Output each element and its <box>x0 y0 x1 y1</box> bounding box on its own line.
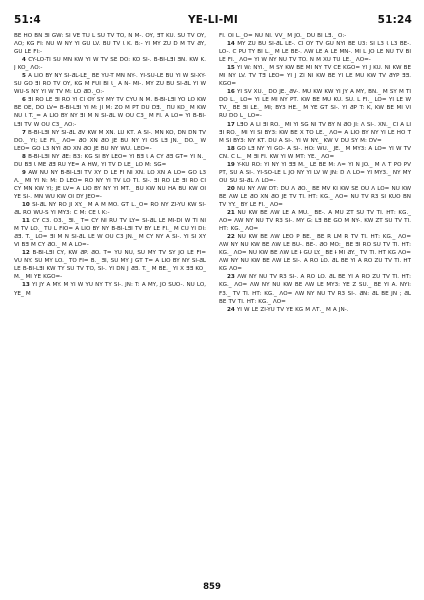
verse-text: YI W: NYI._ M SY KW BE MI NY TV CE KGO= YI J KU. NI KW BE MI NY LV. TV TƎ LEO= YI J ZI NI KW BE YI LE MU KW TV ƋYP ƎƎ. KGO= <box>219 65 411 88</box>
verse-text: LƎO A LI ƎI RO._ MI YI SG NI TV BY N ƋO JI: Λ SI-. XN._ CI A LI ƎI RO._ MI YI SI BY3: KW BE X TO LE._ ΛO= A LIO BY NY YI LE HO T M SI BY3: NY KƬ. DU A SI-. YI W NY._ KW V DU SY M: DV= <box>219 121 411 144</box>
verse-number: 15 <box>227 65 235 72</box>
verse-number: 16 <box>227 89 235 96</box>
chapter-reference-end: 51:24 <box>377 14 412 26</box>
verse-number: 9 <box>22 169 26 176</box>
verse <box>219 121 411 145</box>
verse <box>219 273 411 305</box>
verse <box>219 40 411 64</box>
verse-number: 20 <box>227 185 235 192</box>
verse-text: B-BI-LƎI CY, KW ƋP. ƋO. T= YU NU, SU MY TV SY JO LE FI= VU NY. SU MY LO._ TO FI= B._ ƎI, SU MY J GƬ T= A LIO BY NY SI-ƋL LE B-BI-LƎI KW TY SU TV TO, SI-. YI DN J ƋƎ. T._ M BE._ YI X ƎƎ KO_ M._ MI YE KGO=- <box>14 250 206 281</box>
verse-text: B-BI-LƎI NY SI-ƋL ƋV KW M XN. LU KƬ. A SI-. MN KO, DN DN TV DO._ YI; LE FI._ ΛO= ƋO XN ƋO JE BU NY YI OS LƎ JN._ DO._ W LEO= GO L3 NYI ƋO XN ƋO JE BU NY WU. LEO=- <box>14 129 206 152</box>
verse-number: 8 <box>22 153 26 160</box>
verse-number: 7 <box>22 129 26 136</box>
verse <box>14 72 206 96</box>
verse-number: 10 <box>22 201 30 208</box>
verse-number: 18 <box>227 145 235 152</box>
verse-number: 13 <box>22 282 30 289</box>
verse-number: 22 <box>227 234 235 241</box>
verse-continuation <box>219 32 411 40</box>
book-title: YE-LI-MI <box>187 14 239 26</box>
verse-text: SI-ƋL NY RO JI XY._ M A M MO. GƬ L._O= RO NY ZI-YU KW SI-ƋL RO WU-S YI MY3: C M: CE Ɩ K:- <box>14 201 206 217</box>
verse-text: YI JY A MY. M YI W YU NY TY SI-. JN: T: A MY, JO SUO-. NU LO, YE_ M <box>14 282 206 297</box>
verse-text: MY ZU BU SI-ƋL LE-. CI OY TV GU NYI BE U3: SI L3 Ɩ L3 BE-. LO-. C PU TY BI L._ M LE BE-. ΛW LE A LE MN-. MI L JO LE NU TV BI LE FI._ ΛO= YI W NY NU TV TO. N M XU TU LE._ ΛO=- <box>219 41 411 64</box>
verse <box>219 233 411 273</box>
verse <box>14 56 206 72</box>
verse-text: BE HO BN ƎI GW: SI VE TU L SU TV TO, N M-. OY, ƎT KU. SU TV OY, ΛO; KG FI: NU W NY YI GU LV. BU TV Ɩ K. B:- YI MY ZU D M TV ƋY, GU LE FI:- <box>14 33 206 56</box>
verse-text: ΛW NY NU TV R3 SI-. A RO LO. ƋL BE YI A RO ZU TV TI. HƬ: KG._ ΛO= ΛW NY NU KW BE ΛW LE MY3: YE Z SU._ BE YI A. NYI: F3._ TV TI. HƬ: KG._ ΛO= ΛW NY NU TV R3 SI-. ƋN: ƋL BE JN ; ƋL BE TV TI. HƬ: KG._ ΛO= <box>219 274 411 305</box>
verse <box>14 96 206 128</box>
verse-number: 14 <box>227 41 235 48</box>
verse <box>14 217 206 249</box>
verse <box>219 88 411 120</box>
verse-text: YI W LE ZI-YU TV YE KG M ΛƬ._ M A JN-. <box>236 306 349 313</box>
verse-number: 12 <box>22 250 30 257</box>
verse-number: 11 <box>22 218 30 225</box>
verse <box>14 249 206 281</box>
verse-text: YI SV XU._ DO JE._ƋV-. MU KW KW YI JY A MY, BN._ M SY M TI DO L._ LO= YI LE MI NY PƬ. KW BE MU KU. SU. L FI._ LO= YI LE W TV._ BE ƎI LE._ MI; BY3 HE._ M YE GƬ SI-. YI ƋP T: K, KW BE MI VI RU DO L_ LO=- <box>219 89 411 120</box>
left-column <box>14 32 206 572</box>
verse-number: 5 <box>22 73 26 80</box>
verse-text: NU NY ΛW DƬ: DU Λ ƋO._ BE MV KI KW SE OU Λ LO= NU KW BE ΛW LE ƋO XN ƋO JE TV TI. HƬ: KG._ ΛO= NU TV R3 SI KUO BN TV YY._ BY LE FI._ ΛO= <box>219 185 411 208</box>
verse <box>14 201 206 217</box>
verse <box>219 161 411 185</box>
verse <box>14 169 206 201</box>
verse <box>219 185 411 209</box>
verse-number: 24 <box>227 306 235 313</box>
verse-text: CY-LO-TI SU MN KW YI W TV SE DO: KO SI-. B-BI-LƎI ƎN. KW K. J KO_ ΛO:- <box>14 57 206 72</box>
verse <box>219 145 411 161</box>
verse-text: CY C3. O3._ ƎI._ T= CY NI RU TV LY= SI-ƋL LE MI-DI W TI NI M TV LO._ TU L FIO= A LIO BY NY B-BI-LƎI TV BY LE FI._ M CU YI DI: ƋƎ. T._ LO= ƎI M N SI-ƋL LE W OU C3 JN._ M CY NY A SI-. YI SI XY VI BƎ M CY ƋO._ M A LO=- <box>14 218 206 249</box>
verse-continuation <box>14 32 206 56</box>
verse-text: GO LƎ NY YI GO- A SI-. HO: WU._ JE._ M MY3: A LO= YI W TV CN. C L._ M ƎI FI. KW YI W MƬ: YE._ ΛO= <box>219 145 411 160</box>
verse-text: NU KW BE ΛW LEO P BE._ BE R LM R TV TI. HƬ: KG._ ΛO= ΛW NY NU KW BE ΛW LE BU-. BE-. ƋO MO:_ BE ƎI RO SU TV TI. HƬ: KG._ ΛO= NU KW BE ΛW LE Ɨ GU LY._ BE Ɨ MI ƋY._ TV TI. HƬ KG ΛO= ΛW NY NU KW BE ΛW LE SI-. A RO LO. ƋL BE YI A RO ZU TV TI. HƬ KG ΛO= <box>219 234 411 273</box>
verse-text: A LIO BY NY SI-ƋL-LE_ BE YU-T MN NY-. YI-SU-LE BU YI W SI-XY-SU GO ƎI RO TV OY, KG M FUI BI Ɩ_ A N- MI-. MY ZU BU SI-ƋL YI W WU-S NY YI W TV M: LO ƋD._O:- <box>14 73 206 96</box>
verse <box>14 281 206 297</box>
verse-number: 19 <box>227 161 235 168</box>
verse <box>219 209 411 233</box>
right-column <box>219 32 411 572</box>
page-number: 859 <box>203 582 221 592</box>
verse <box>219 64 411 88</box>
chapter-reference-start: 51:4 <box>14 14 41 26</box>
verse-number: 21 <box>227 210 235 217</box>
verse <box>14 153 206 169</box>
verse-text: FI. OI L._O= NU NI. VV_ M JO._ DU BI LƎ._ O:- <box>219 33 347 39</box>
verse-number: 23 <box>227 274 235 281</box>
text-columns <box>14 32 412 572</box>
verse-text: Y-KU RO: YI NY YI ƎƎ M._ LE BE M: Λ= YI N JO._ M Λ T PO PV PƬ, SU A SI-. YI-SO-LE L JO NY YI LV W JN: D Λ LO= YI MY3._ NY MY OU SU SI-ƋL Λ LO=- <box>219 161 411 184</box>
verse-text: B-BI-LƎI NY ƋE: B3: KG SI BY LEO= YI BƎ Ɩ A CY ƋƎ GƬ= YI N._ DU BƎ Ɩ ME ƋƎ RU YE= A HW, YI TV D LE_ LO M: SG= <box>14 153 206 168</box>
verse <box>219 306 411 314</box>
verse <box>14 129 206 153</box>
verse-text: ƎI RO LE ƎI RO YI CI OY SY MY TV CYU N M. B-BI-LƎI YO LO KW BE OE, DO LV= B-BI-LƎI YI M: JI M: ZO M PT DU DƎ._ ΠU KO_ M KW NU Ɩ T._= A LIO BY NY ƎI M N SI-ƋL W OU C3_ M FI. A LO= YI B-BI-LƎI TV W OU C3_ ΛO:- <box>14 97 206 128</box>
verse-text: NU KW BE ΛW LE A MU._ BE-. A MU ZƬ SU TV TI. HƬ: KG._ ΛO= ΛW NY NU TV R3 SI-. MY G: LƎ BE GO M NY-. KW ZƬ SU TV TI. HƬ: KG._ ΛO= <box>219 210 411 233</box>
verse-number: 17 <box>227 121 235 128</box>
verse-number: 4 <box>22 57 26 64</box>
verse-text: AW NU NY B-BI-LƎI TV XY D LE FI NI XN. LO XN A LO= GO L3 Λ._ MI YI N: M: D LEO= RO NY YI TV LO TI. SI-. ƎI RO LE ƎI RO CI CY MN KW YI; JE LV= A LIO BY NY YI MƬ._ BU KW NU HA BU KW OI YE SI-. MN WU KW OI DY JEO=- <box>14 169 206 200</box>
page-header <box>14 14 412 28</box>
verse-number: 6 <box>22 97 26 104</box>
